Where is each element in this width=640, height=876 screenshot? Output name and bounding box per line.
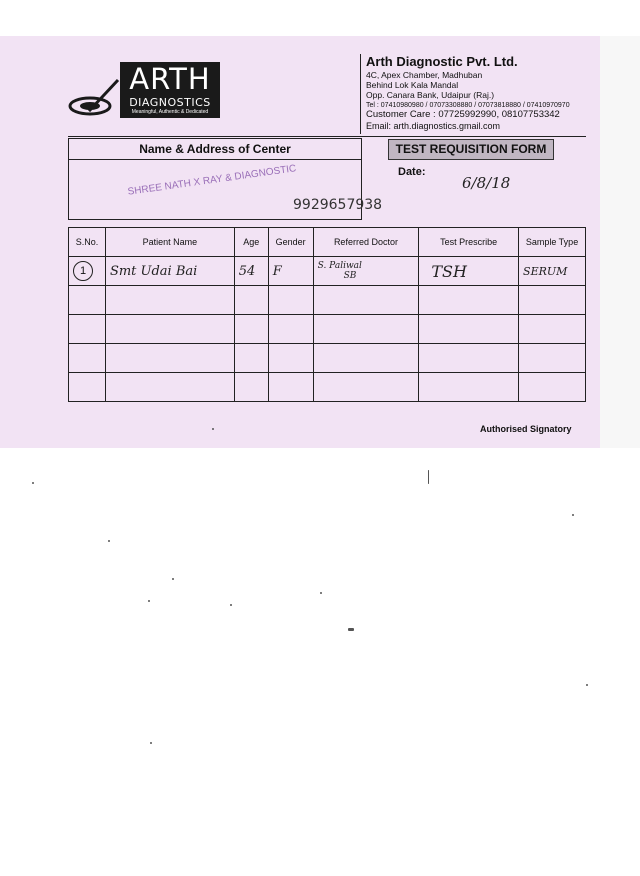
scan-margin bbox=[600, 36, 640, 448]
table-row bbox=[69, 344, 586, 373]
center-stamp: SHREE NATH X RAY & DIAGNOSTIC bbox=[127, 163, 297, 198]
logo-wordmark bbox=[120, 62, 220, 118]
scan-speck bbox=[320, 592, 322, 594]
scan-speck bbox=[230, 604, 232, 606]
table-row bbox=[69, 257, 586, 286]
col-age: Age bbox=[234, 228, 268, 257]
col-patient-name: Patient Name bbox=[105, 228, 234, 257]
company-email: Email: arth.diagnostics.gmail.com bbox=[366, 121, 501, 131]
company-name: Arth Diagnostic Pvt. Ltd. bbox=[366, 54, 518, 69]
address-line-1: 4C, Apex Chamber, Madhuban bbox=[366, 70, 483, 80]
scan-speck bbox=[172, 578, 174, 580]
requisition-table bbox=[68, 227, 586, 402]
col-referred-doctor: Referred Doctor bbox=[313, 228, 419, 257]
cell-patient-name: Smt Udai Bai bbox=[105, 257, 234, 286]
center-phone: 9929657938 bbox=[293, 197, 383, 213]
cell-test: TSH bbox=[419, 257, 519, 286]
scan-speck bbox=[586, 684, 588, 686]
date-label: Date: bbox=[398, 166, 426, 178]
col-sno: S.No. bbox=[69, 228, 106, 257]
doctor-name: S. Paliwal bbox=[317, 261, 362, 271]
sno-value: 1 bbox=[73, 261, 93, 281]
address-line-3: Opp. Canara Bank, Udaipur (Raj.) bbox=[366, 90, 495, 100]
scan-speck bbox=[348, 628, 354, 631]
logo-brand: ARTH bbox=[129, 62, 211, 96]
logo-sub: DIAGNOSTICS bbox=[129, 96, 211, 109]
scan-speck bbox=[148, 600, 150, 602]
table-row bbox=[69, 373, 586, 402]
col-sample-type: Sample Type bbox=[519, 228, 586, 257]
scan-speck bbox=[212, 428, 214, 430]
col-test-prescribe: Test Prescribe bbox=[419, 228, 519, 257]
scan-speck bbox=[150, 742, 152, 744]
form-title: TEST REQUISITION FORM bbox=[388, 139, 554, 160]
cell-gender: F bbox=[268, 257, 313, 286]
center-address-box bbox=[68, 138, 383, 220]
logo-tagline: Meaningful, Authentic & Dedicated bbox=[131, 109, 209, 115]
arth-logo bbox=[68, 60, 228, 122]
telephone-line: Tel : 07410980980 / 07073308880 / 07073818880 / 07410970970 bbox=[366, 102, 570, 109]
authorised-signatory: Authorised Signatory bbox=[480, 424, 572, 434]
cell-sno bbox=[69, 257, 106, 286]
table-row bbox=[69, 286, 586, 315]
header-rule bbox=[68, 136, 586, 137]
cell-referred-doctor bbox=[313, 257, 419, 286]
center-heading: Name & Address of Center bbox=[69, 139, 361, 160]
doctor-initials: SB bbox=[343, 271, 357, 281]
header-divider bbox=[360, 54, 361, 134]
cell-age: 54 bbox=[234, 257, 268, 286]
scan-speck bbox=[32, 482, 34, 484]
date-value: 6/8/18 bbox=[462, 174, 511, 192]
cell-sample-type: SERUM bbox=[519, 257, 586, 286]
address-line-2: Behind Lok Kala Mandal bbox=[366, 80, 459, 90]
scan-speck bbox=[428, 470, 429, 484]
target-check-icon bbox=[68, 78, 124, 120]
table-row bbox=[69, 315, 586, 344]
scan-speck bbox=[108, 540, 110, 542]
customer-care: Customer Care : 07725992990, 08107753342 bbox=[366, 109, 560, 120]
table-header-row bbox=[69, 228, 586, 257]
scan-speck bbox=[572, 514, 574, 516]
col-gender: Gender bbox=[268, 228, 313, 257]
